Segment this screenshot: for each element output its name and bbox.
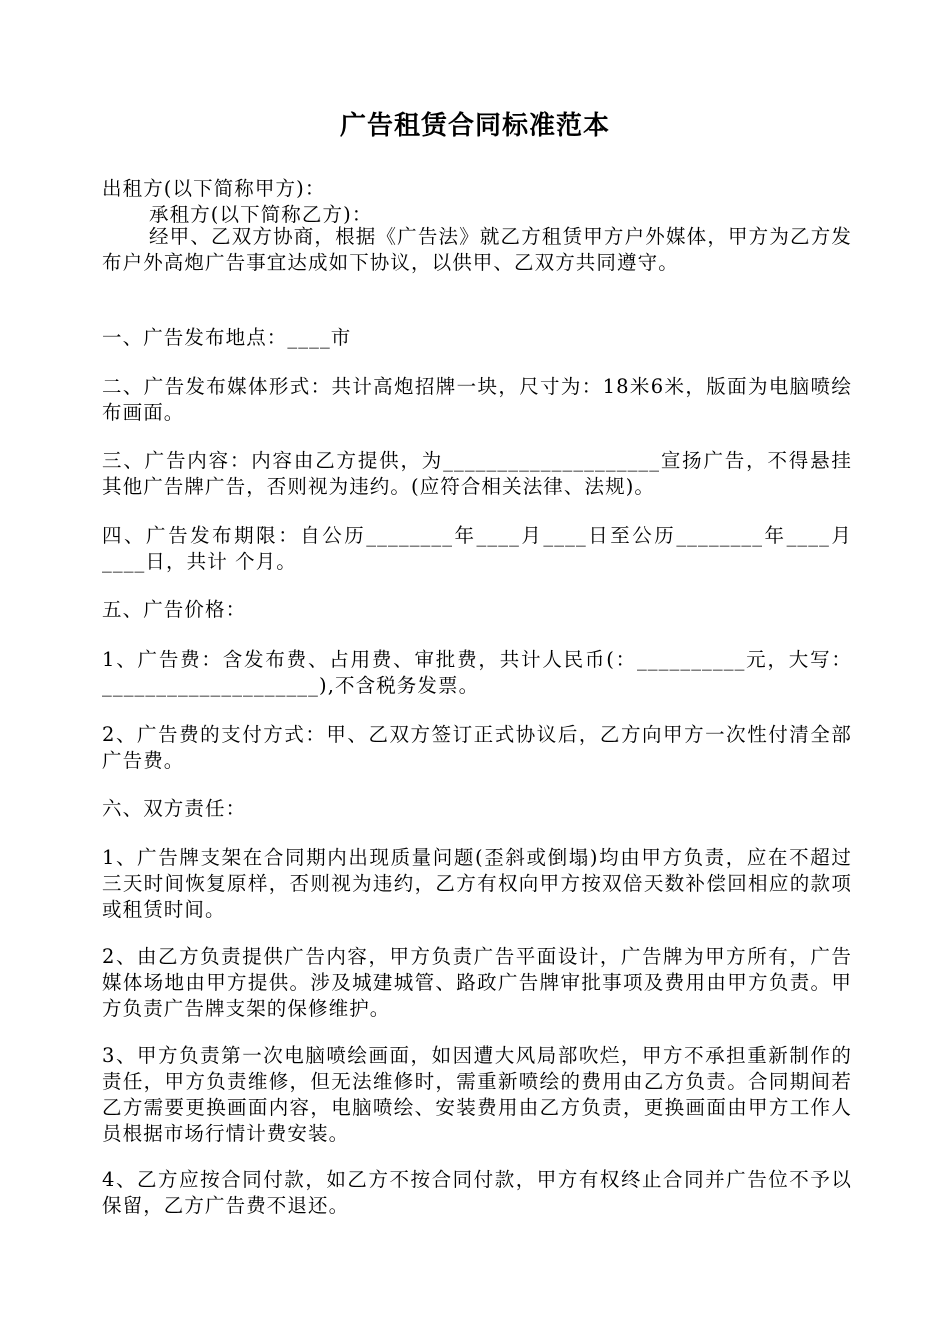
- lessee-line: 承租方(以下简称乙方)：: [149, 203, 373, 226]
- lessor-line: 出租方(以下简称甲方)：: [102, 177, 326, 200]
- section-1-location: 一、广告发布地点：____市: [102, 326, 352, 349]
- section-6-item-1: 1、广告牌支架在合同期内出现质量问题(歪斜或倒塌)均由甲方负责，应在不超过三天时间恢复原样，否则视为违约，乙方有权向甲方按双倍天数补偿回相应的款项或租赁时间。: [102, 846, 852, 921]
- section-6-item-2: 2、由乙方负责提供广告内容，甲方负责广告平面设计，广告牌为甲方所有，广告媒体场地由甲方提供。涉及城建城管、路政广告牌审批事项及费用由甲方负责。甲方负责广告牌支架的保修维护。: [102, 945, 852, 1020]
- section-6-heading: 六、双方责任：: [102, 797, 247, 820]
- section-6-item-4: 4、乙方应按合同付款，如乙方不按合同付款，甲方有权终止合同并广告位不予以保留，乙方广告费不退还。: [102, 1168, 852, 1217]
- section-5-item-2: 2、广告费的支付方式：甲、乙双方签订正式协议后，乙方向甲方一次性付清全部广告费。: [102, 723, 852, 772]
- section-4-period: 四、广告发布期限：自公历________年____月____日至公历________年____月____日，共计 个月。: [102, 524, 852, 573]
- section-2-media-form: 二、广告发布媒体形式：共计高炮招牌一块，尺寸为：18米6米，版面为电脑喷绘布画面。: [102, 375, 852, 424]
- section-3-content: 三、广告内容：内容由乙方提供，为____________________宣扬广告，不得悬挂其他广告牌广告，否则视为违约。(应符合相关法律、法规)。: [102, 449, 852, 498]
- intro-paragraph: 经甲、乙双方协商，根据《广告法》就乙方租赁甲方户外媒体，甲方为乙方发布户外高炮广告事宜达成如下协议，以供甲、乙双方共同遵守。: [102, 225, 852, 274]
- section-5-item-1: 1、广告费：含发布费、占用费、审批费，共计人民币(：__________元，大写：____________________),不含税务发票。: [102, 648, 852, 697]
- document-title: 广告租赁合同标准范本: [339, 111, 610, 141]
- section-6-item-3: 3、甲方负责第一次电脑喷绘画面，如因遭大风局部吹烂，甲方不承担重新制作的责任，甲方负责维修，但无法维修时，需重新喷绘的费用由乙方负责。合同期间若乙方需要更换画面内容，电脑喷绘、安装费用由乙方负责，更换画面由甲方工作人员根据市场行情计费安装。: [102, 1044, 852, 1145]
- section-5-heading: 五、广告价格：: [102, 598, 247, 621]
